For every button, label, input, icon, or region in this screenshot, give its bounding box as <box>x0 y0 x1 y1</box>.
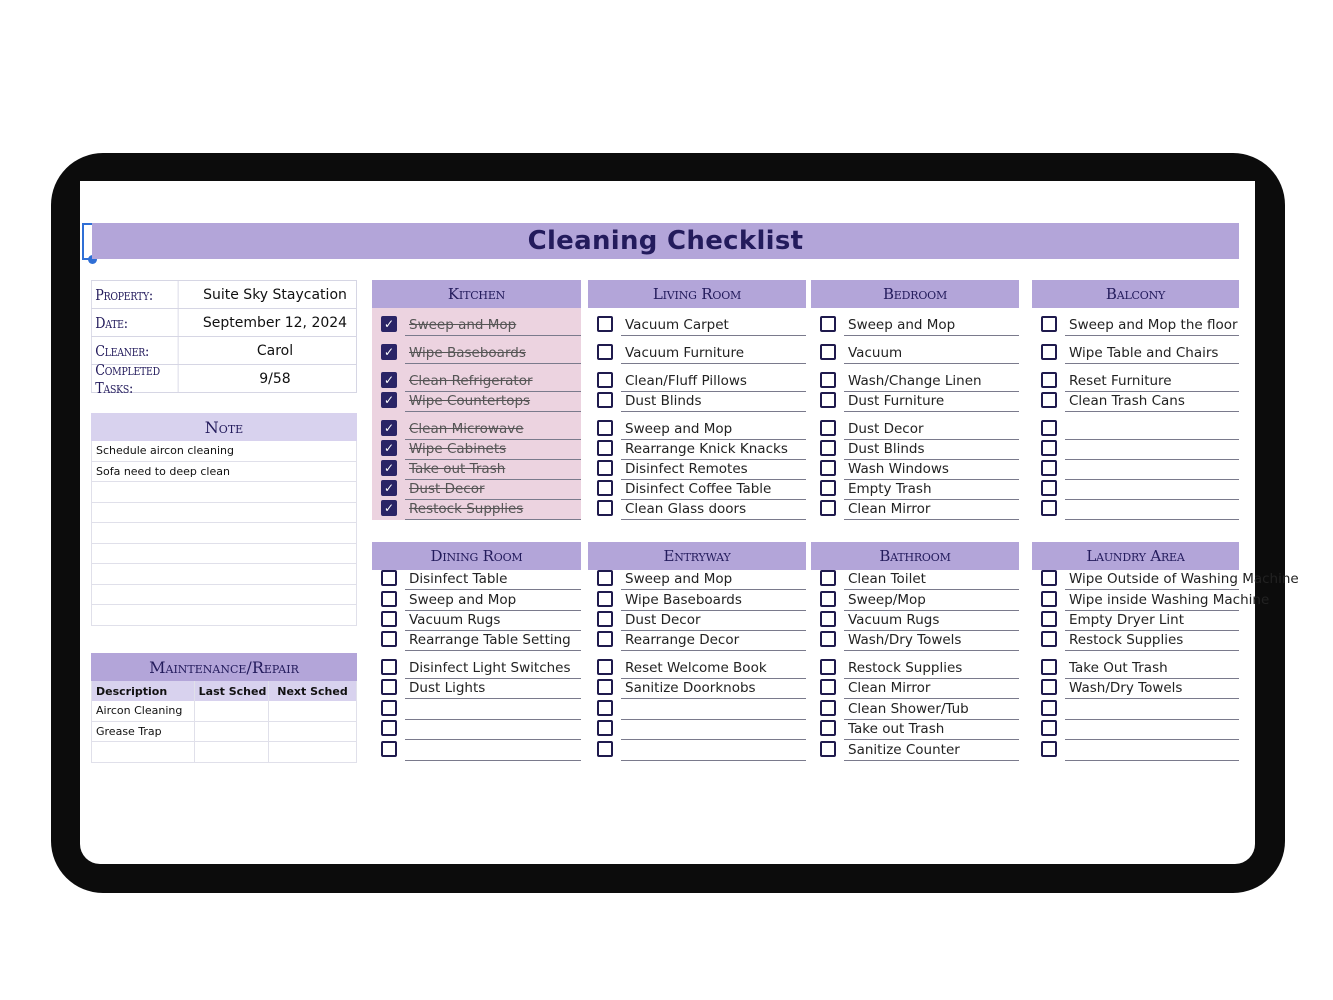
checkbox-icon[interactable] <box>597 500 613 516</box>
task-item <box>1032 570 1299 590</box>
checkbox-icon[interactable] <box>381 700 397 716</box>
checkbox-checked-icon[interactable]: ✓ <box>381 500 397 516</box>
task-label[interactable]: Clean Microwave <box>405 419 581 440</box>
task-item <box>588 570 806 590</box>
task-item <box>588 364 806 392</box>
task-item <box>811 740 1019 761</box>
task-label[interactable]: Clean Mirror <box>844 678 1019 699</box>
task-label[interactable]: Vacuum Carpet <box>621 315 806 336</box>
checkbox-checked-icon[interactable]: ✓ <box>381 372 397 388</box>
checkbox-icon[interactable] <box>597 720 613 736</box>
section-entryway <box>588 542 806 761</box>
task-item <box>1032 611 1239 631</box>
task-label[interactable] <box>1065 719 1239 740</box>
section-kitchen <box>372 280 581 520</box>
checkbox-icon[interactable] <box>820 659 836 675</box>
task-item <box>811 500 1019 520</box>
task-label[interactable] <box>405 740 581 761</box>
task-label[interactable]: Sweep and Mop <box>405 590 581 611</box>
maintenance-row <box>91 701 357 722</box>
task-label[interactable]: Wipe Baseboards <box>621 590 806 611</box>
checkbox-icon[interactable] <box>820 460 836 476</box>
task-label[interactable] <box>621 719 806 740</box>
task-label[interactable]: Vacuum Furniture <box>621 343 806 364</box>
checkbox-icon[interactable] <box>820 392 836 408</box>
checkbox-icon[interactable] <box>1041 720 1057 736</box>
task-label[interactable]: Take out Trash <box>844 719 1019 740</box>
checkbox-icon[interactable] <box>820 500 836 516</box>
checkbox-icon[interactable] <box>820 420 836 436</box>
task-label[interactable]: Wipe Outside of Washing Machine <box>1065 569 1239 590</box>
checkbox-checked-icon[interactable]: ✓ <box>381 460 397 476</box>
task-item <box>588 308 806 336</box>
checkbox-checked-icon[interactable]: ✓ <box>381 344 397 360</box>
checkbox-icon[interactable] <box>1041 460 1057 476</box>
task-label[interactable]: Vacuum <box>844 343 1019 364</box>
task-label[interactable] <box>1065 499 1239 520</box>
task-list <box>372 570 581 761</box>
section-laundry-area <box>1032 542 1299 761</box>
task-item <box>588 740 806 761</box>
checkbox-icon[interactable] <box>820 570 836 586</box>
task-item <box>1032 740 1239 761</box>
checkbox-icon[interactable] <box>381 741 397 757</box>
task-item <box>372 740 581 761</box>
task-list <box>588 570 806 761</box>
checkbox-icon[interactable] <box>381 720 397 736</box>
section-title: Entryway <box>588 542 806 570</box>
maintenance-row <box>91 722 357 743</box>
info-label: Completed Tasks: <box>91 365 179 392</box>
task-item <box>372 699 581 720</box>
task-item <box>588 460 806 480</box>
task-label[interactable]: Restock Supplies <box>1065 630 1239 651</box>
task-item <box>588 651 806 679</box>
task-label[interactable]: Vacuum Rugs <box>844 610 1019 631</box>
task-item <box>1032 308 1239 336</box>
checkbox-icon[interactable] <box>820 700 836 716</box>
task-label[interactable]: Wash/Change Linen <box>844 371 1019 392</box>
col-next-sched: Next Sched <box>269 681 357 701</box>
checkbox-icon[interactable] <box>597 344 613 360</box>
checkbox-icon[interactable] <box>1041 591 1057 607</box>
maintenance-last-cell[interactable] <box>195 742 269 762</box>
task-label[interactable]: Clean/Fluff Pillows <box>621 371 806 392</box>
section-title: Bedroom <box>811 280 1019 308</box>
checkbox-checked-icon[interactable]: ✓ <box>381 480 397 496</box>
task-label[interactable] <box>1065 740 1239 761</box>
checkbox-checked-icon[interactable]: ✓ <box>381 316 397 332</box>
task-item <box>1032 590 1270 611</box>
task-label[interactable]: Disinfect Remotes <box>621 459 806 480</box>
checkbox-icon[interactable] <box>820 372 836 388</box>
info-row-completed <box>91 360 357 397</box>
note-panel <box>91 413 357 626</box>
checkbox-icon[interactable] <box>597 480 613 496</box>
checkbox-icon[interactable] <box>1041 570 1057 586</box>
task-item <box>811 392 1019 412</box>
task-list <box>372 308 581 520</box>
task-item <box>811 679 1019 699</box>
section-title: Laundry Area <box>1032 542 1239 570</box>
note-line[interactable] <box>91 503 357 524</box>
section-title: Living Room <box>588 280 806 308</box>
task-label[interactable]: Dust Furniture <box>844 391 1019 412</box>
task-item <box>372 570 581 590</box>
maintenance-title: Maintenance/Repair <box>91 653 357 681</box>
task-label[interactable]: Empty Dryer Lint <box>1065 610 1239 631</box>
task-label[interactable] <box>1065 439 1239 460</box>
task-label[interactable]: Sweep and Mop <box>405 315 581 336</box>
task-item <box>811 651 1019 679</box>
note-line[interactable] <box>91 482 357 503</box>
task-item <box>811 611 1019 631</box>
task-label[interactable]: Clean Refrigerator <box>405 371 581 392</box>
info-label: Property: <box>91 281 179 308</box>
section-title: Bathroom <box>811 542 1019 570</box>
task-label[interactable]: Disinfect Table <box>405 569 581 590</box>
task-label[interactable] <box>1065 419 1239 440</box>
section-bedroom <box>811 280 1019 520</box>
task-label[interactable]: Dust Decor <box>621 610 806 631</box>
task-label[interactable]: Clean Toilet <box>844 569 1019 590</box>
task-item <box>372 500 581 520</box>
task-item <box>372 336 581 364</box>
info-label: Cleaner: <box>91 337 179 364</box>
task-label[interactable]: Wash/Dry Towels <box>1065 678 1239 699</box>
checkbox-icon[interactable] <box>820 440 836 456</box>
task-item <box>588 392 806 412</box>
checkbox-icon[interactable] <box>597 611 613 627</box>
task-label[interactable]: Take out Trash <box>405 459 581 480</box>
task-item <box>372 364 581 392</box>
note-line[interactable]: Sofa need to deep clean <box>91 462 357 483</box>
task-item <box>372 679 581 699</box>
task-label[interactable] <box>621 740 806 761</box>
task-label[interactable] <box>405 719 581 740</box>
task-label[interactable]: Dust Decor <box>405 479 581 500</box>
task-list <box>811 308 1019 520</box>
checkbox-icon[interactable] <box>1041 679 1057 695</box>
checkbox-icon[interactable] <box>1041 440 1057 456</box>
task-item <box>811 720 1019 740</box>
note-line[interactable] <box>91 564 357 585</box>
task-item <box>811 699 1019 720</box>
task-item <box>588 631 806 651</box>
checkbox-icon[interactable] <box>820 480 836 496</box>
checkbox-icon[interactable] <box>820 591 836 607</box>
checkbox-icon[interactable] <box>381 570 397 586</box>
task-item <box>1032 699 1239 720</box>
section-title: Dining Room <box>372 542 581 570</box>
task-item <box>588 611 806 631</box>
task-item <box>1032 679 1239 699</box>
checkbox-icon[interactable] <box>597 631 613 647</box>
maintenance-next-cell[interactable] <box>269 742 357 762</box>
spreadsheet <box>80 181 1299 777</box>
task-item <box>811 308 1019 336</box>
page-title: Cleaning Checklist <box>527 226 804 256</box>
checkbox-checked-icon[interactable]: ✓ <box>381 420 397 436</box>
note-line[interactable] <box>91 523 357 544</box>
task-item <box>1032 440 1239 460</box>
section-title: Kitchen <box>372 280 581 308</box>
task-item <box>588 720 806 740</box>
task-label[interactable] <box>621 699 806 720</box>
maintenance-last-cell[interactable] <box>195 701 269 721</box>
task-label[interactable]: Sweep/Mop <box>844 590 1019 611</box>
task-label[interactable]: Sweep and Mop the floor <box>1065 315 1239 336</box>
note-title: Note <box>91 413 357 441</box>
task-label[interactable]: Sweep and Mop <box>621 569 806 590</box>
task-label[interactable]: Wipe Table and Chairs <box>1065 343 1239 364</box>
task-label[interactable]: Reset Welcome Book <box>621 658 806 679</box>
checkbox-checked-icon[interactable]: ✓ <box>381 392 397 408</box>
task-list <box>588 308 806 520</box>
tablet-screen <box>80 181 1299 864</box>
task-label[interactable]: Clean Shower/Tub <box>844 699 1019 720</box>
checkbox-icon[interactable] <box>597 700 613 716</box>
checkbox-icon[interactable] <box>381 631 397 647</box>
col-description: Description <box>91 681 195 701</box>
task-item <box>588 699 806 720</box>
section-balcony <box>1032 280 1239 520</box>
checkbox-icon[interactable] <box>597 460 613 476</box>
task-label[interactable]: Clean Mirror <box>844 499 1019 520</box>
task-item <box>1032 392 1239 412</box>
maintenance-desc-cell[interactable]: Grease Trap <box>91 722 195 742</box>
task-item <box>372 651 581 679</box>
task-item <box>1032 631 1239 651</box>
task-item <box>372 611 581 631</box>
checkbox-icon[interactable] <box>820 741 836 757</box>
maintenance-next-cell[interactable] <box>269 722 357 742</box>
checkbox-icon[interactable] <box>381 679 397 695</box>
checkbox-icon[interactable] <box>597 316 613 332</box>
checkbox-icon[interactable] <box>1041 392 1057 408</box>
task-label[interactable] <box>1065 459 1239 480</box>
maintenance-last-cell[interactable] <box>195 722 269 742</box>
task-label[interactable]: Wipe Cabinets <box>405 439 581 460</box>
task-list <box>1032 308 1239 520</box>
task-item <box>372 412 581 440</box>
checkbox-icon[interactable] <box>381 611 397 627</box>
task-item <box>588 679 806 699</box>
task-label[interactable]: Dust Decor <box>844 419 1019 440</box>
section-bathroom <box>811 542 1019 761</box>
task-item <box>811 440 1019 460</box>
task-label[interactable]: Dust Blinds <box>621 391 806 412</box>
task-label[interactable]: Restock Supplies <box>844 658 1019 679</box>
task-item <box>1032 480 1239 500</box>
task-item <box>811 570 1019 590</box>
checkbox-icon[interactable] <box>1041 659 1057 675</box>
checkbox-icon[interactable] <box>1041 631 1057 647</box>
task-label[interactable]: Disinfect Coffee Table <box>621 479 806 500</box>
checkbox-icon[interactable] <box>597 679 613 695</box>
maintenance-desc-cell[interactable] <box>91 742 195 762</box>
checkbox-icon[interactable] <box>820 344 836 360</box>
task-label[interactable]: Vacuum Rugs <box>405 610 581 631</box>
task-item <box>372 480 581 500</box>
checkbox-icon[interactable] <box>820 679 836 695</box>
checkbox-icon[interactable] <box>820 720 836 736</box>
task-label[interactable]: Restock Supplies <box>405 499 581 520</box>
property-value[interactable]: Suite Sky Staycation <box>194 281 357 308</box>
task-item <box>372 460 581 480</box>
section-living-room <box>588 280 806 520</box>
checkbox-icon[interactable] <box>597 591 613 607</box>
task-item <box>372 308 581 336</box>
task-label[interactable]: Wash/Dry Towels <box>844 630 1019 651</box>
task-item <box>1032 720 1239 740</box>
checkbox-icon[interactable] <box>1041 741 1057 757</box>
date-value[interactable]: September 12, 2024 <box>194 309 357 336</box>
task-item <box>372 590 581 611</box>
section-title: Balcony <box>1032 280 1239 308</box>
task-item <box>1032 651 1239 679</box>
task-label[interactable]: Sanitize Doorknobs <box>621 678 806 699</box>
completed-tasks-value: 9/58 <box>194 365 357 392</box>
task-item <box>588 440 806 460</box>
task-label[interactable]: Reset Furniture <box>1065 371 1239 392</box>
checkbox-icon[interactable] <box>597 420 613 436</box>
task-label[interactable]: Wash Windows <box>844 459 1019 480</box>
task-item <box>811 364 1019 392</box>
task-item <box>811 412 1019 440</box>
note-line[interactable]: Schedule aircon cleaning <box>91 441 357 462</box>
task-item <box>1032 364 1239 392</box>
maintenance-panel <box>91 653 357 763</box>
task-item <box>588 336 806 364</box>
checkbox-icon[interactable] <box>381 659 397 675</box>
cleaner-value[interactable]: Carol <box>194 337 357 364</box>
task-item <box>588 500 806 520</box>
checkbox-icon[interactable] <box>1041 500 1057 516</box>
checkbox-icon[interactable] <box>597 372 613 388</box>
task-item <box>811 480 1019 500</box>
task-list <box>811 570 1019 761</box>
info-label: Date: <box>91 309 179 336</box>
task-label[interactable]: Clean Glass doors <box>621 499 806 520</box>
task-item <box>372 631 581 651</box>
checkbox-icon[interactable] <box>597 659 613 675</box>
task-item <box>811 460 1019 480</box>
task-item <box>588 480 806 500</box>
section-dining-room <box>372 542 581 761</box>
task-label[interactable]: Rearrange Knick Knacks <box>621 439 806 460</box>
task-item <box>811 590 1019 611</box>
task-label[interactable]: Wipe inside Washing Machine <box>1065 590 1239 611</box>
task-label[interactable]: Sweep and Mop <box>844 315 1019 336</box>
checkbox-icon[interactable] <box>597 570 613 586</box>
checkbox-icon[interactable] <box>820 316 836 332</box>
task-item <box>372 720 581 740</box>
maintenance-desc-cell[interactable]: Aircon Cleaning <box>91 701 195 721</box>
title-banner <box>92 223 1239 259</box>
task-item <box>1032 412 1239 440</box>
info-row-property <box>91 281 357 309</box>
task-label[interactable] <box>1065 699 1239 720</box>
task-label[interactable]: Wipe Baseboards <box>405 343 581 364</box>
task-label[interactable]: Empty Trash <box>844 479 1019 500</box>
checkbox-icon[interactable] <box>1041 611 1057 627</box>
task-list <box>1032 570 1299 761</box>
checkbox-icon[interactable] <box>1041 480 1057 496</box>
checkbox-icon[interactable] <box>820 611 836 627</box>
task-label[interactable]: Take Out Trash <box>1065 658 1239 679</box>
task-label[interactable]: Dust Lights <box>405 678 581 699</box>
task-item <box>811 336 1019 364</box>
note-line[interactable] <box>91 585 357 606</box>
task-label[interactable] <box>405 699 581 720</box>
checkbox-icon[interactable] <box>597 741 613 757</box>
note-line[interactable] <box>91 544 357 565</box>
checkbox-icon[interactable] <box>1041 372 1057 388</box>
task-item <box>1032 460 1239 480</box>
maintenance-row <box>91 742 357 763</box>
checkbox-icon[interactable] <box>1041 700 1057 716</box>
task-label[interactable]: Rearrange Decor <box>621 630 806 651</box>
task-label[interactable]: Wipe Countertops <box>405 391 581 412</box>
checkbox-icon[interactable] <box>381 591 397 607</box>
maintenance-next-cell[interactable] <box>269 701 357 721</box>
task-item <box>1032 500 1239 520</box>
task-item <box>372 392 581 412</box>
task-label[interactable] <box>1065 479 1239 500</box>
checkbox-icon[interactable] <box>1041 316 1057 332</box>
note-line[interactable] <box>91 605 357 626</box>
task-label[interactable]: Rearrange Table Setting <box>405 630 581 651</box>
checkbox-icon[interactable] <box>597 440 613 456</box>
task-item <box>588 590 806 611</box>
task-item <box>1032 336 1239 364</box>
checkbox-checked-icon[interactable]: ✓ <box>381 440 397 456</box>
task-item <box>811 631 1019 651</box>
info-table <box>91 280 357 397</box>
task-item <box>372 440 581 460</box>
info-row-date <box>91 309 357 337</box>
task-label[interactable]: Sweep and Mop <box>621 419 806 440</box>
checkbox-icon[interactable] <box>820 631 836 647</box>
col-last-sched: Last Sched <box>195 681 269 701</box>
task-label[interactable]: Dust Blinds <box>844 439 1019 460</box>
task-label[interactable]: Clean Trash Cans <box>1065 391 1239 412</box>
checkbox-icon[interactable] <box>597 392 613 408</box>
task-label[interactable]: Sanitize Counter <box>844 740 1019 761</box>
task-item <box>588 412 806 440</box>
task-label[interactable]: Disinfect Light Switches <box>405 658 581 679</box>
maintenance-header-row <box>91 681 357 701</box>
checkbox-icon[interactable] <box>1041 420 1057 436</box>
checkbox-icon[interactable] <box>1041 344 1057 360</box>
